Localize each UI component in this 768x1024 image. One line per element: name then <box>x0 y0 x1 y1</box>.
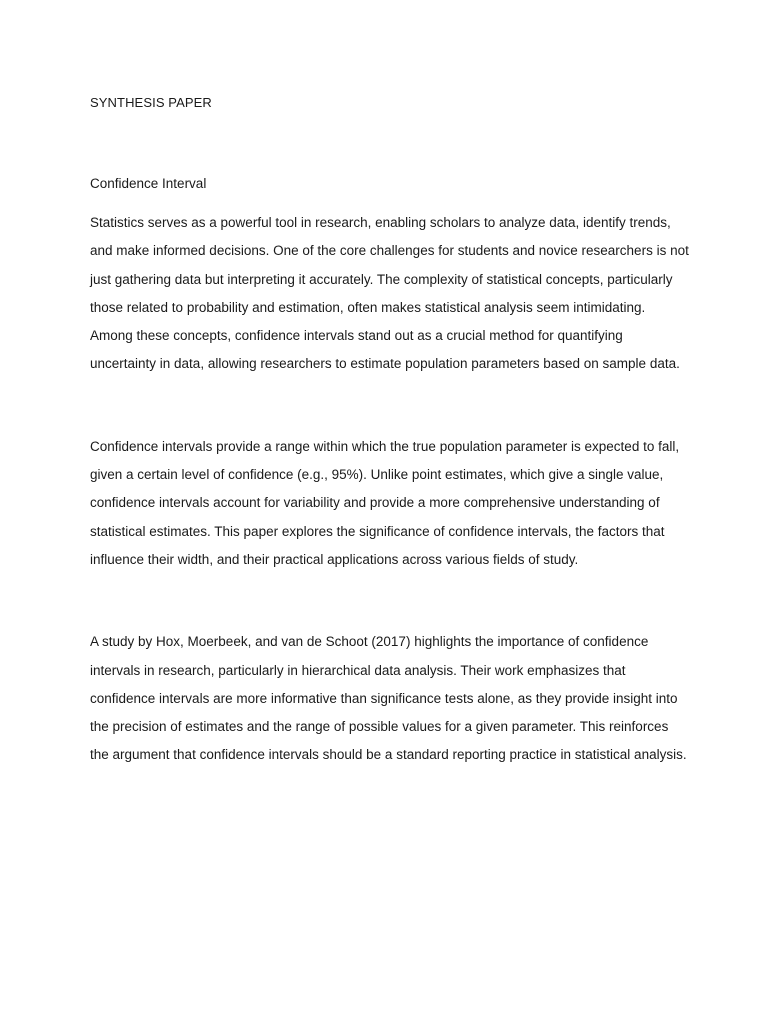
document-title: SYNTHESIS PAPER <box>90 95 212 110</box>
paragraph-intro: Statistics serves as a powerful tool in research, enabling scholars to analyze data, identify trends, and make informed decisions. One of the core challenges for students and novice researchers is not just gathering data but interpreting it accurately. The complexity of statistical concepts, particularly those related to probability and estimation, often makes statistical analysis seem intimidating. Among these concepts, confidence intervals stand out as a crucial method for quantifying uncertainty in data, allowing researchers to estimate population parameters based on sample data. <box>90 215 689 372</box>
section-heading: Confidence Interval <box>90 176 207 191</box>
paragraph-study: A study by Hox, Moerbeek, and van de Schoot (2017) highlights the importance of confidence intervals in research, particularly in hierarchical data analysis. Their work emphasizes that confidence intervals are more informative than significance tests alone, as they provide insight into the precision of estimates and the range of possible values for a given parameter. This reinforces the argument that confidence intervals should be a standard reporting practice in statistical analysis. <box>90 634 687 763</box>
paragraph-definition: Confidence intervals provide a range within which the true population parameter is expected to fall, given a certain level of confidence (e.g., 95%). Unlike point estimates, which give a single value, confidence intervals account for variability and provide a more comprehensive understanding of statistical estimates. This paper explores the significance of confidence intervals, the factors that influence their width, and their practical applications across various fields of study. <box>90 438 680 567</box>
document-body <box>90 93 690 770</box>
